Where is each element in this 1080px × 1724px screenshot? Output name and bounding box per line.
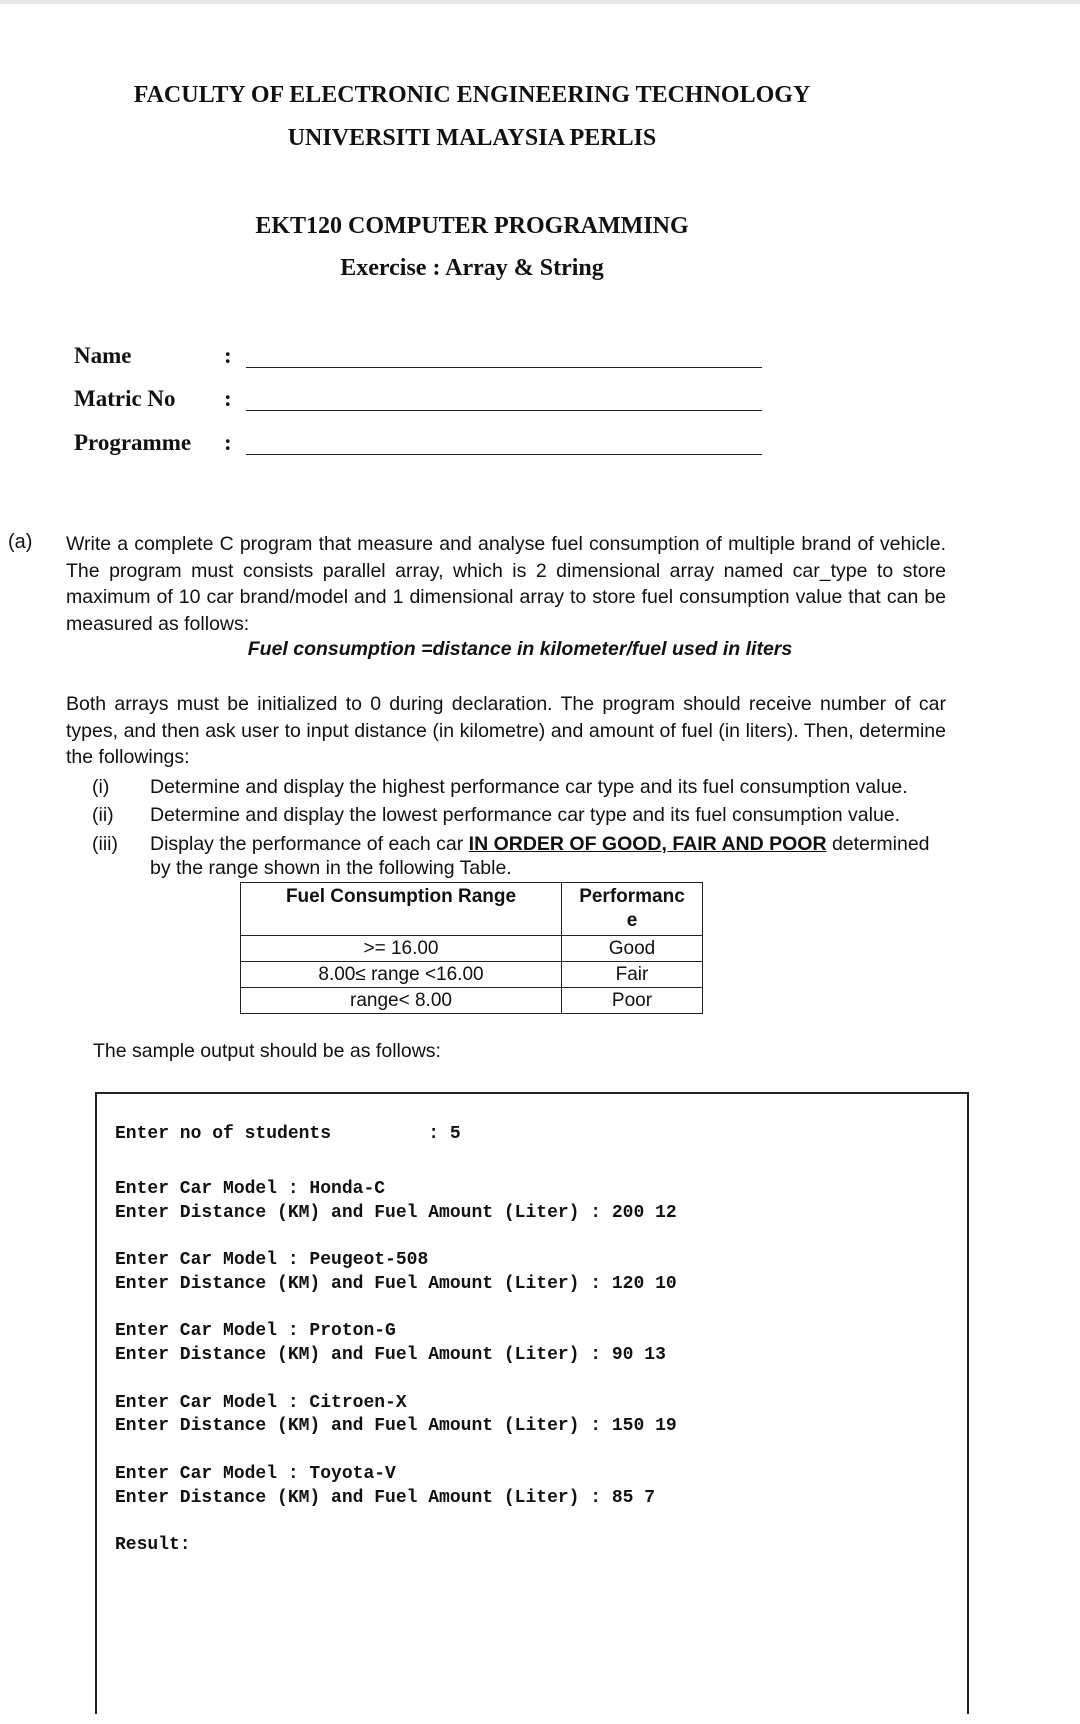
table-row bbox=[241, 988, 703, 1014]
console-line: Enter no of students : 5 bbox=[115, 1124, 461, 1144]
matric-label: Matric No bbox=[74, 386, 176, 411]
console-line: Enter Car Model : Honda-C bbox=[115, 1179, 386, 1199]
list-item-number: (iii) bbox=[92, 833, 118, 855]
performance-cell: Good bbox=[562, 936, 703, 962]
question-label: (a) bbox=[8, 531, 33, 553]
console-line: Enter Distance (KM) and Fuel Amount (Liter) : 200 12 bbox=[115, 1203, 677, 1223]
programme-colon: : bbox=[224, 430, 232, 455]
question-instructions: Both arrays must be initialized to 0 during declaration. The program should receive number of car types, and then ask user to input distance (in kilometre) and amount of fuel (in liters). Then, determine the followings: bbox=[66, 693, 946, 768]
console-line: Enter Car Model : Toyota-V bbox=[115, 1464, 396, 1484]
console-line: Enter Car Model : Peugeot-508 bbox=[115, 1250, 429, 1270]
list-item-text-before: Display the performance of each car bbox=[150, 833, 469, 855]
list-item-number: (i) bbox=[92, 776, 110, 798]
exercise-title: Exercise : Array & String bbox=[340, 255, 604, 281]
page-top-border bbox=[0, 0, 1080, 4]
console-line: Enter Distance (KM) and Fuel Amount (Liter) : 85 7 bbox=[115, 1488, 656, 1508]
console-line: Enter Distance (KM) and Fuel Amount (Liter) : 90 13 bbox=[115, 1345, 666, 1365]
sample-output-label: The sample output should be as follows: bbox=[93, 1040, 441, 1062]
question-intro: Write a complete C program that measure and analyse fuel consumption of multiple brand of vehicle. The program must consists parallel array, which is 2 dimensional array named car_type to store maximum of 10 car brand/model and 1 dimensional array to store fuel consumption value that can be measured as follows: bbox=[66, 533, 946, 635]
column-header: Fuel Consumption Range bbox=[241, 883, 562, 936]
faculty-title: FACULTY OF ELECTRONIC ENGINEERING TECHNOLOGY bbox=[133, 82, 811, 108]
performance-cell: Fair bbox=[562, 962, 703, 988]
performance-cell: Poor bbox=[562, 988, 703, 1014]
sample-output-console bbox=[95, 1092, 969, 1714]
matric-colon: : bbox=[224, 386, 232, 411]
console-line: Enter Car Model : Citroen-X bbox=[115, 1393, 407, 1413]
order-emphasis: IN ORDER OF GOOD, FAIR AND POOR bbox=[468, 833, 827, 855]
course-title: EKT120 COMPUTER PROGRAMMING bbox=[255, 213, 689, 239]
programme-label: Programme bbox=[74, 430, 192, 455]
name-label: Name bbox=[74, 343, 132, 368]
console-line: Result: bbox=[115, 1535, 191, 1555]
range-cell: 8.00≤ range <16.00 bbox=[241, 962, 562, 988]
range-cell: >= 16.00 bbox=[241, 936, 562, 962]
console-line: Enter Distance (KM) and Fuel Amount (Liter) : 120 10 bbox=[115, 1274, 677, 1294]
matric-blank-line[interactable] bbox=[246, 410, 762, 411]
table-header-row bbox=[241, 883, 703, 936]
list-item-text: Determine and display the highest performance car type and its fuel consumption value. bbox=[150, 776, 908, 798]
range-cell: range< 8.00 bbox=[241, 988, 562, 1014]
fuel-formula: Fuel consumption =distance in kilometer/fuel used in liters bbox=[247, 638, 793, 660]
list-item-number: (ii) bbox=[92, 804, 114, 826]
list-item-text: Determine and display the lowest performance car type and its fuel consumption value. bbox=[150, 804, 901, 826]
table-row bbox=[241, 962, 703, 988]
name-colon: : bbox=[224, 343, 232, 368]
list-item-text-after: determined by the range shown in the following Table. bbox=[150, 833, 930, 879]
console-line: Enter Car Model : Proton-G bbox=[115, 1321, 396, 1341]
programme-blank-line[interactable] bbox=[246, 454, 762, 455]
name-blank-line[interactable] bbox=[246, 367, 762, 368]
list-item-text bbox=[150, 832, 946, 880]
university-title: UNIVERSITI MALAYSIA PERLIS bbox=[287, 125, 657, 151]
console-line: Enter Distance (KM) and Fuel Amount (Liter) : 150 19 bbox=[115, 1416, 677, 1436]
table-row bbox=[241, 936, 703, 962]
column-header: Performanc e bbox=[562, 883, 703, 936]
fuel-range-table bbox=[240, 882, 703, 1014]
